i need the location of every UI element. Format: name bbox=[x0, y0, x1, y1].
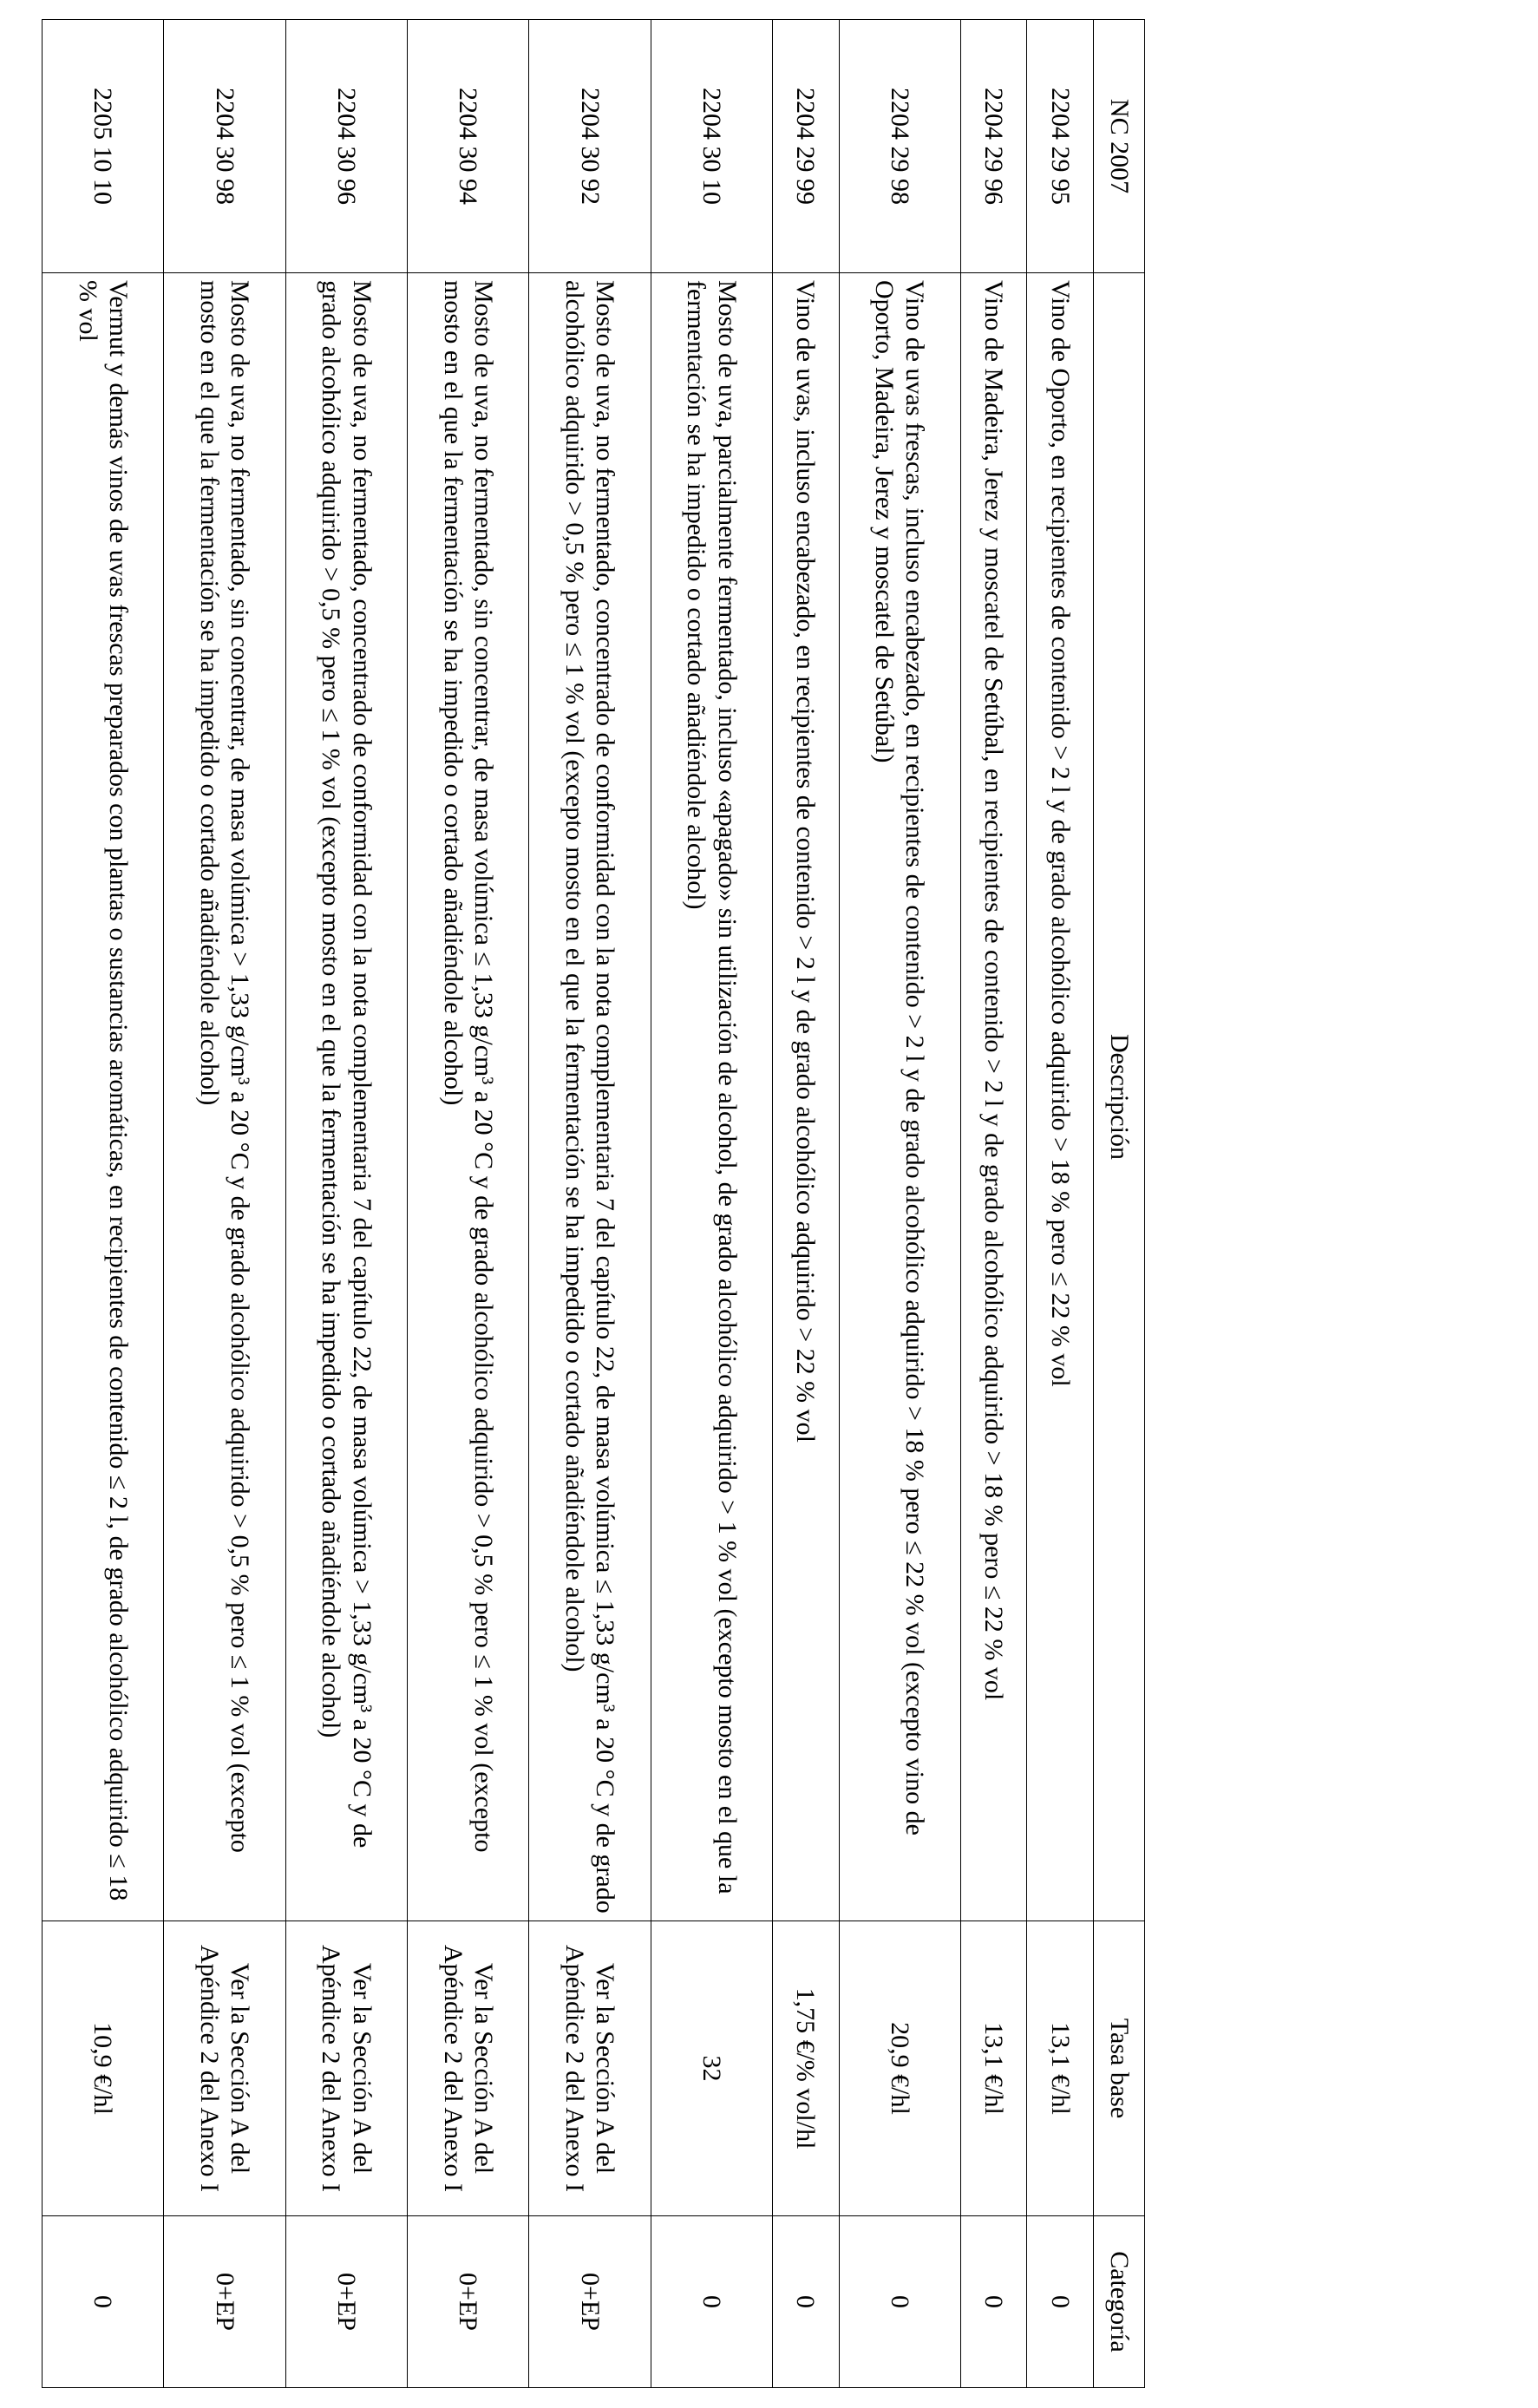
table-row bbox=[651, 20, 772, 2388]
row-category: 0 bbox=[960, 2216, 1027, 2388]
row-category: 0+EP bbox=[285, 2216, 407, 2388]
row-category: 0+EP bbox=[164, 2216, 285, 2388]
row-code: 2204 30 10 bbox=[651, 20, 772, 273]
row-code: 2204 30 94 bbox=[408, 20, 529, 273]
row-category: 0 bbox=[773, 2216, 840, 2388]
row-code: 2204 29 99 bbox=[773, 20, 840, 273]
table-body bbox=[43, 20, 1094, 2388]
row-base-rate: 10,9 €/hl bbox=[43, 1921, 164, 2216]
header-row bbox=[1094, 20, 1145, 2388]
row-base-rate: 20,9 €/hl bbox=[839, 1921, 960, 2216]
row-category: 0+EP bbox=[408, 2216, 529, 2388]
row-base-rate: 13,1 €/hl bbox=[1027, 1921, 1094, 2216]
row-description: Vermut y demás vinos de uvas frescas preparados con plantas o sustancias aromáticas, en recipientes de contenido ≤ 2 l, de grado alcohólico adquirido ≤ 18 % vol bbox=[43, 273, 164, 1921]
row-base-rate: Ver la Sección A del Apéndice 2 del Anexo I bbox=[285, 1921, 407, 2216]
row-description: Mosto de uva, parcialmente fermentado, incluso «apagado» sin utilización de alcohol, de grado alcohólico adquirido > 1 % vol (excepto mosto en el que la fermentación se ha impedido o cortado añadiéndole alcohol) bbox=[651, 273, 772, 1921]
row-description: Mosto de uva, no fermentado, concentrado de conformidad con la nota complementaria 7 del capítulo 22, de masa volúmica > 1,33 g/cm³ a 20 °C y de grado alcohólico adquirido > 0,5 % pero ≤ 1 % vol (excepto mosto en el que la fermentación se ha impedido o cortado añadiéndole alcohol) bbox=[285, 273, 407, 1921]
row-description: Mosto de uva, no fermentado, sin concentrar, de masa volúmica ≤ 1,33 g/cm³ a 20 °C y de grado alcohólico adquirido > 0,5 % pero ≤ 1 % vol (excepto mosto en el que la fermentación se ha impedido o cortado añadiéndole alcohol) bbox=[408, 273, 529, 1921]
row-base-rate: 13,1 €/hl bbox=[960, 1921, 1027, 2216]
row-base-rate: 32 bbox=[651, 1921, 772, 2216]
row-description: Vino de Oporto, en recipientes de contenido > 2 l y de grado alcohólico adquirido > 18 % pero ≤ 22 % vol bbox=[1027, 273, 1094, 1921]
header-description: Descripción bbox=[1094, 273, 1145, 1921]
row-category: 0 bbox=[839, 2216, 960, 2388]
table-row bbox=[960, 20, 1027, 2388]
table-row bbox=[408, 20, 529, 2388]
table-row bbox=[839, 20, 960, 2388]
row-description: Mosto de uva, no fermentado, concentrado de conformidad con la nota complementaria 7 del capítulo 22, de masa volúmica ≤ 1,33 g/cm³ a 20 °C y de grado alcohólico adquirido > 0,5 % pero ≤ 1 % vol (excepto mosto en el que la fermentación se ha impedido o cortado añadiéndole alcohol) bbox=[529, 273, 651, 1921]
table-row bbox=[1027, 20, 1094, 2388]
rotated-page bbox=[42, 19, 1145, 2387]
row-category: 0 bbox=[1027, 2216, 1094, 2388]
row-category: 0 bbox=[43, 2216, 164, 2388]
row-base-rate: Ver la Sección A del Apéndice 2 del Anexo I bbox=[408, 1921, 529, 2216]
row-base-rate: Ver la Sección A del Apéndice 2 del Anexo I bbox=[164, 1921, 285, 2216]
tariff-table bbox=[42, 19, 1145, 2388]
table-row bbox=[43, 20, 164, 2388]
row-description: Vino de Madeira, Jerez y moscatel de Setúbal, en recipientes de contenido > 2 l y de grado alcohólico adquirido > 18 % pero ≤ 22 % vol bbox=[960, 273, 1027, 1921]
table-row bbox=[164, 20, 285, 2388]
row-base-rate: 1,75 €/% vol/hl bbox=[773, 1921, 840, 2216]
row-code: 2204 29 96 bbox=[960, 20, 1027, 273]
row-category: 0+EP bbox=[529, 2216, 651, 2388]
row-description: Mosto de uva, no fermentado, sin concentrar, de masa volúmica > 1,33 g/cm³ a 20 °C y de grado alcohólico adquirido > 0,5 % pero ≤ 1 % vol (excepto mosto en el que la fermentación se ha impedido o cortado añadiéndole alcohol) bbox=[164, 273, 285, 1921]
header-code: NC 2007 bbox=[1094, 20, 1145, 273]
row-description: Vino de uvas frescas, incluso encabezado, en recipientes de contenido > 2 l y de grado alcohólico adquirido > 18 % pero ≤ 22 % vol (excepto vino de Oporto, Madeira, Jerez y moscatel de Setúbal) bbox=[839, 273, 960, 1921]
row-code: 2204 29 95 bbox=[1027, 20, 1094, 273]
row-description: Vino de uvas, incluso encabezado, en recipientes de contenido > 2 l y de grado alcohólico adquirido > 22 % vol bbox=[773, 273, 840, 1921]
row-code: 2204 30 92 bbox=[529, 20, 651, 273]
row-code: 2204 30 98 bbox=[164, 20, 285, 273]
row-base-rate: Ver la Sección A del Apéndice 2 del Anexo I bbox=[529, 1921, 651, 2216]
table-row bbox=[529, 20, 651, 2388]
header-category: Categoría bbox=[1094, 2216, 1145, 2388]
table-row bbox=[285, 20, 407, 2388]
row-code: 2205 10 10 bbox=[43, 20, 164, 273]
table-row bbox=[773, 20, 840, 2388]
row-code: 2204 29 98 bbox=[839, 20, 960, 273]
header-base-rate: Tasa base bbox=[1094, 1921, 1145, 2216]
row-category: 0 bbox=[651, 2216, 772, 2388]
row-code: 2204 30 96 bbox=[285, 20, 407, 273]
